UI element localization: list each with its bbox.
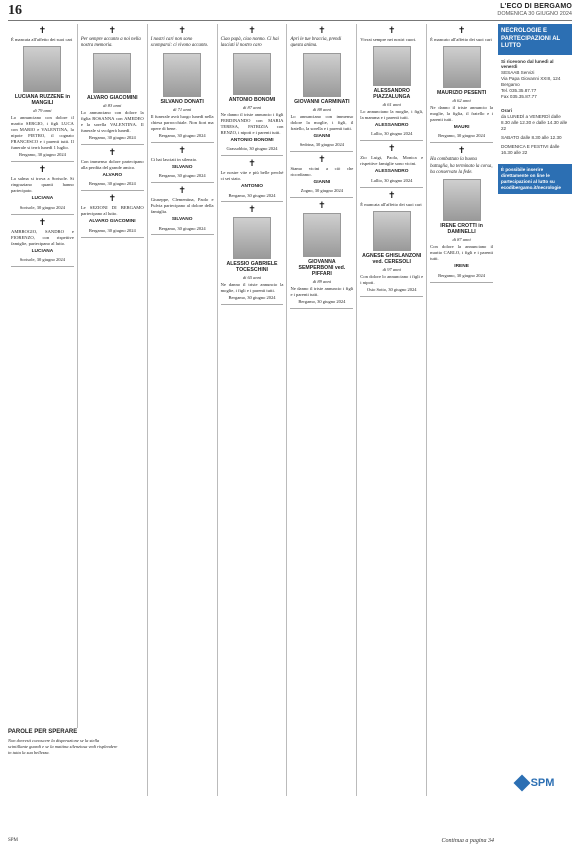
obituary-notice [151, 26, 214, 139]
notice-separator [221, 304, 284, 305]
notice-intro: È mancata all'affetto dei suoi cari [360, 201, 422, 207]
portrait-photo [373, 46, 411, 86]
notice-text: Il funerale avrà luogo lunedì nella chiesa parrocchiale. Non fiori ma opere di bene. [150, 113, 214, 131]
notice-place-date: Lallio, 30 giugno 2024 [371, 177, 413, 183]
notice-separator [221, 201, 284, 202]
obituary-column [287, 24, 357, 796]
notice-text: Ne danno il triste annuncio i figli e i parenti tutti. [290, 286, 354, 298]
sidebar [498, 24, 572, 796]
deceased-name: IRENE CROTTI in DAMINELLI [440, 223, 483, 236]
obituary-notice [360, 144, 423, 183]
deceased-age: di 97 anni [382, 266, 401, 272]
notice-separator [151, 234, 214, 235]
deceased-age: di 65 anni [242, 275, 262, 281]
hours-title: Orari [501, 108, 512, 114]
obituary-notice [151, 186, 214, 231]
office-title: Si ricevono dal lunedì al venerdì [501, 58, 554, 70]
notice-separator [81, 237, 144, 238]
notice-signature: LUCIANA [31, 248, 54, 254]
notice-intro: Per sempre accanto a noi nella nostra memoria. [80, 37, 141, 49]
obituary-notice [221, 26, 284, 152]
portrait-photo [163, 53, 201, 97]
deceased-name: ALESSIO GABRIELE TOCESCHINI [226, 261, 278, 274]
portrait-photo [93, 53, 131, 93]
notice-place-date: Sorisole, 30 giugno 2024 [19, 257, 66, 263]
portrait-photo [373, 211, 411, 251]
portrait-photo [443, 179, 481, 221]
notice-signature: SILVANO [171, 164, 193, 170]
notice-place-date: Bergamo, 30 giugno 2024 [438, 272, 486, 278]
notice-place-date: Bergamo, 30 giugno 2024 [88, 181, 136, 187]
notice-separator [11, 214, 74, 215]
notice-place-date: Osio Sotto, 30 giugno 2024 [366, 286, 417, 292]
portrait-photo [23, 46, 61, 92]
notice-text: Lo annunciano con immenso dolore la moglie, i figli, il fratello, la sorella e i parenti tutti. [290, 113, 354, 131]
deceased-age: di 88 anni [312, 106, 331, 112]
deceased-age: di 62 anni [452, 98, 471, 104]
obituary-notice [360, 191, 423, 293]
cross-icon: ✝ [387, 143, 396, 154]
notice-signature: IRENE [454, 264, 469, 270]
deceased-name: LUCIANA RUZZENE in MANGILI [14, 94, 70, 107]
continue-note: Continua a pagina 34 [441, 838, 494, 844]
notice-place-date: Zogno, 30 giugno 2024 [300, 188, 343, 194]
notice-separator [290, 308, 353, 309]
page-date: DOMENICA 30 GIUGNO 2024 [497, 11, 572, 17]
notice-separator [290, 197, 353, 198]
notice-text: Con dolore la annunciano il marito CARLO, i figli e i parenti tutti. [430, 244, 494, 262]
sidebar-header: NECROLOGIE E PARTECIPAZIONI AL LUTTO [498, 24, 572, 55]
cross-icon: ✝ [318, 154, 326, 165]
notice-intro: Ha combattuto la buona battaglia, ha terminato la corsa, ha conservato la fede. [430, 157, 493, 176]
notice-text: Le SEZIONI DI BERGAMO partecipano al lutto. [80, 205, 144, 217]
notice-text: Lo annunciano con dolore il marito SERGIO, i figli LUCA con MARIO e VALENTINA, la nipote PIETRO, il cognato FRANCESCO e i parenti tutti. Il funerale si terrà lunedì 1 luglio. [11, 114, 74, 151]
cross-icon: ✝ [248, 158, 256, 169]
notice-text: Ci hai lasciati in silenzio. [150, 156, 198, 162]
portrait-photo [233, 53, 271, 95]
notice-signature: ALESSANDRO [374, 169, 409, 175]
cross-icon: ✝ [457, 25, 466, 35]
obituary-notice [290, 155, 353, 194]
notice-separator [430, 282, 493, 283]
obituary-columns [8, 24, 496, 796]
notice-place-date: Bergamo, 30 giugno 2024 [298, 299, 346, 305]
cross-icon: ✝ [108, 193, 117, 204]
notice-text: Lo annunciano la moglie, i figli, la mamma e i parenti tutti. [360, 108, 424, 120]
notice-place-date: Bergamo, 30 giugno 2024 [158, 173, 206, 179]
notice-text: Ne danno il triste annuncio i figli FERDINANDO con MARIA TERESA, PATRIZIA con RENZO, i nipoti e i parenti tutti. [220, 111, 284, 135]
office-line: Via Papa Giovanni XXIII, 124 [501, 76, 561, 82]
obituary-column [78, 24, 148, 796]
cross-icon: ✝ [108, 25, 117, 35]
notice-separator [360, 187, 423, 188]
deceased-name: ALVARO GIACOMINI [87, 94, 138, 101]
notice-text: AMBROGIO, SANDRO e FIORENZO, con rispettive famiglie, partecipano al lutto. [11, 228, 74, 246]
masthead [497, 3, 572, 18]
cross-icon: ✝ [387, 25, 396, 35]
notice-text: La salma si trova a Sorisole. Si ringraziano quanti hanno partecipato. [11, 176, 74, 194]
deceased-age: di 61 anni [382, 102, 401, 107]
deceased-name: GIOVANNA SEMPERBONI ved. PIFFARI [298, 259, 346, 278]
footer [8, 838, 572, 843]
deceased-name: AGNESE GHISLANZONI ved. CERESOLI [362, 252, 422, 265]
cross-icon: ✝ [108, 146, 117, 157]
notice-signature: MAURI [453, 125, 470, 131]
cross-icon: ✝ [387, 189, 396, 200]
notice-intro: Ciao papà, ciao nonno. Ci hai lasciati il nostro caro [220, 37, 279, 49]
deceased-name: SILVANO DONATI [160, 98, 204, 105]
obituary-column [8, 24, 78, 796]
spm-logo [512, 772, 558, 794]
notice-separator [81, 190, 144, 191]
cross-icon: ✝ [318, 25, 326, 35]
obituary-notice [430, 146, 493, 278]
obituary-notice [290, 201, 353, 305]
newspaper-title: L'ECO DI BERGAMO [500, 3, 572, 10]
notice-place-date: Grassobbio, 30 giugno 2024 [226, 146, 278, 152]
cross-icon: ✝ [38, 25, 47, 35]
notice-place-date: Bergamo, 30 giugno 2024 [158, 132, 206, 138]
portrait-photo [303, 53, 341, 97]
logo-text: SPM [530, 777, 555, 789]
notice-place-date: Bergamo, 30 giugno 2024 [228, 295, 276, 301]
notice-signature: ALVARO GIACOMINI [88, 219, 136, 225]
notice-signature: SILVANO [171, 217, 193, 223]
page-number: 16 [8, 3, 22, 18]
notice-separator [81, 144, 144, 145]
obituary-notice [360, 26, 423, 137]
notice-intro: Vivrai sempre nei nostri cuori. [360, 37, 417, 42]
hours-sunday: DOMENICA E FESTIVI dalle 16.30 alle 22 [501, 144, 560, 156]
cross-icon: ✝ [38, 216, 47, 227]
poem-box [8, 728, 118, 839]
deceased-name: MAURIZIO PESENTI [436, 90, 487, 97]
poem-title: PAROLE PER SPERARE [8, 729, 78, 735]
office-line: Bergamo [501, 82, 520, 88]
notice-text: Zio Luigi, Paola, Monica e rispettive famiglie sono vicini. [360, 155, 424, 167]
notice-intro: È mancato all'affetto dei suoi cari [430, 37, 492, 42]
obituary-notice [221, 205, 284, 301]
obituary-notice [290, 26, 353, 148]
hours-saturday: SABATO dalle 8.30 alle 12.30 [501, 135, 562, 141]
notice-intro: Apri le tue braccia, prendi questa anima. [290, 37, 342, 49]
notice-signature: LUCIANA [31, 196, 54, 202]
notice-text: Giuseppe, Clementina, Paolo e Fulvia partecipano al dolore della famiglia. [150, 197, 214, 215]
notice-signature: ANTONIO BONOMI [230, 137, 274, 143]
deceased-age: di 79 anni [33, 108, 52, 113]
office-line: Tel. 035.35.87.77 [501, 88, 537, 94]
obituary-notice [11, 26, 74, 158]
cross-icon: ✝ [248, 25, 256, 35]
notice-place-date: Bergamo, 30 giugno 2024 [438, 133, 486, 139]
portrait-photo [233, 217, 271, 259]
poem-text: Non dovresti conoscere la disperazione se la stella scintillante guardi e se la mattina silenziosa vedi risplendere in tutta la sua bellezza. [8, 738, 118, 756]
notice-signature: GIANNI [313, 180, 331, 186]
notice-separator [360, 140, 423, 141]
notice-text: Con dolore lo annunciano i figli e i nipoti. [360, 273, 424, 285]
notice-separator [11, 266, 74, 267]
obituary-notice [11, 165, 74, 210]
deceased-age: di 87 anni [452, 237, 471, 243]
online-notice: È possibile inserire direttamente on line le partecipazioni al lutto su ecodibergamo.it/necrologie [498, 164, 572, 194]
cross-icon: ✝ [178, 185, 186, 196]
deceased-age: di 71 anni [173, 106, 192, 112]
cross-icon: ✝ [457, 145, 466, 156]
notice-separator [221, 155, 284, 156]
notice-signature: ALESSANDRO [374, 123, 409, 129]
portrait-photo [443, 46, 481, 88]
notice-text: Ne danno il triste annuncio la moglie, i figli e i parenti tutti. [220, 282, 284, 294]
office-line: Fax 035.35.87.77 [501, 94, 537, 100]
office-info [498, 55, 572, 105]
notice-text: Siamo vicini a ciò che ricordiamo. [290, 166, 354, 178]
cross-icon: ✝ [178, 25, 186, 35]
notice-text: Con immenso dolore partecipano alla perdita del grande amico. [80, 158, 144, 170]
obituary-notice [221, 159, 284, 198]
notice-text: Lo annunciano con dolore la figlia ROSANNA con AMEDEO e la sorella VALENTINA. Il funerale si svolgerà lunedì. [80, 109, 144, 133]
notice-separator [151, 142, 214, 143]
obituary-notice [151, 146, 214, 179]
notice-intro: I nostri cari non sono scomparsi: ci vivono accanto. [150, 37, 209, 49]
header-rule [8, 20, 572, 21]
deceased-age: di 83 anni [103, 102, 122, 108]
obituary-notice [11, 218, 74, 263]
notice-place-date: Sorisole, 30 giugno 2024 [19, 204, 66, 210]
notice-signature: ALVARO [102, 172, 123, 178]
hours-info [498, 104, 572, 160]
obituary-notice [430, 26, 493, 139]
notice-text: Ne danno il triste annuncio la moglie, la figlia, il fratello e i parenti tutti. [430, 104, 494, 123]
cross-icon: ✝ [178, 144, 186, 155]
office-line: SESAAB Servizi [501, 70, 535, 76]
notice-separator [11, 161, 74, 162]
obituary-column [427, 24, 496, 796]
notice-intro: È mancata all'affetto dei suoi cari [11, 37, 73, 42]
notice-signature: ANTONIO [240, 184, 264, 190]
notice-place-date: Lallio, 30 giugno 2024 [371, 131, 413, 137]
deceased-name: ALESSANDRO PIAZZALUNGA [373, 88, 411, 101]
obituary-column [218, 24, 288, 796]
notice-separator [151, 182, 214, 183]
notice-separator [430, 142, 493, 143]
portrait-photo [303, 213, 341, 257]
notice-place-date: Bergamo, 30 giugno 2024 [88, 134, 136, 140]
notice-place-date: Bergamo, 30 giugno 2024 [228, 192, 276, 198]
notice-separator [290, 151, 353, 152]
deceased-name: ANTONIO BONOMI [228, 96, 276, 103]
deceased-age: di 87 anni [242, 104, 262, 110]
deceased-name: GIOVANNI CARMINATI [294, 98, 350, 105]
logo-mark-icon [513, 775, 530, 792]
cross-icon: ✝ [248, 204, 256, 215]
notice-place-date: Bergamo, 30 giugno 2024 [158, 225, 206, 231]
notice-place-date: Sedrina, 30 giugno 2024 [299, 142, 344, 148]
cross-icon: ✝ [38, 164, 47, 175]
obituary-column [357, 24, 427, 796]
notice-signature: GIANNI [313, 133, 331, 139]
hours-weekdays: da LUNEDÌ a VENERDÌ dalle 8.30 alle 12.30 e dalle 14.30 alle 22 [501, 114, 568, 132]
obituary-notice [81, 26, 144, 141]
notice-place-date: Bergamo, 30 giugno 2024 [18, 152, 66, 158]
deceased-age: di 89 anni [312, 279, 331, 285]
footer-left: SPM [8, 838, 19, 843]
notice-text: Le nostre vite e più belle perché ci sei stato. [220, 170, 284, 182]
obituary-notice [81, 148, 144, 187]
notice-place-date: Bergamo, 30 giugno 2024 [88, 227, 136, 233]
notice-separator [360, 296, 423, 297]
cross-icon: ✝ [318, 200, 326, 211]
obituary-notice [81, 194, 144, 233]
obituary-column [148, 24, 218, 796]
